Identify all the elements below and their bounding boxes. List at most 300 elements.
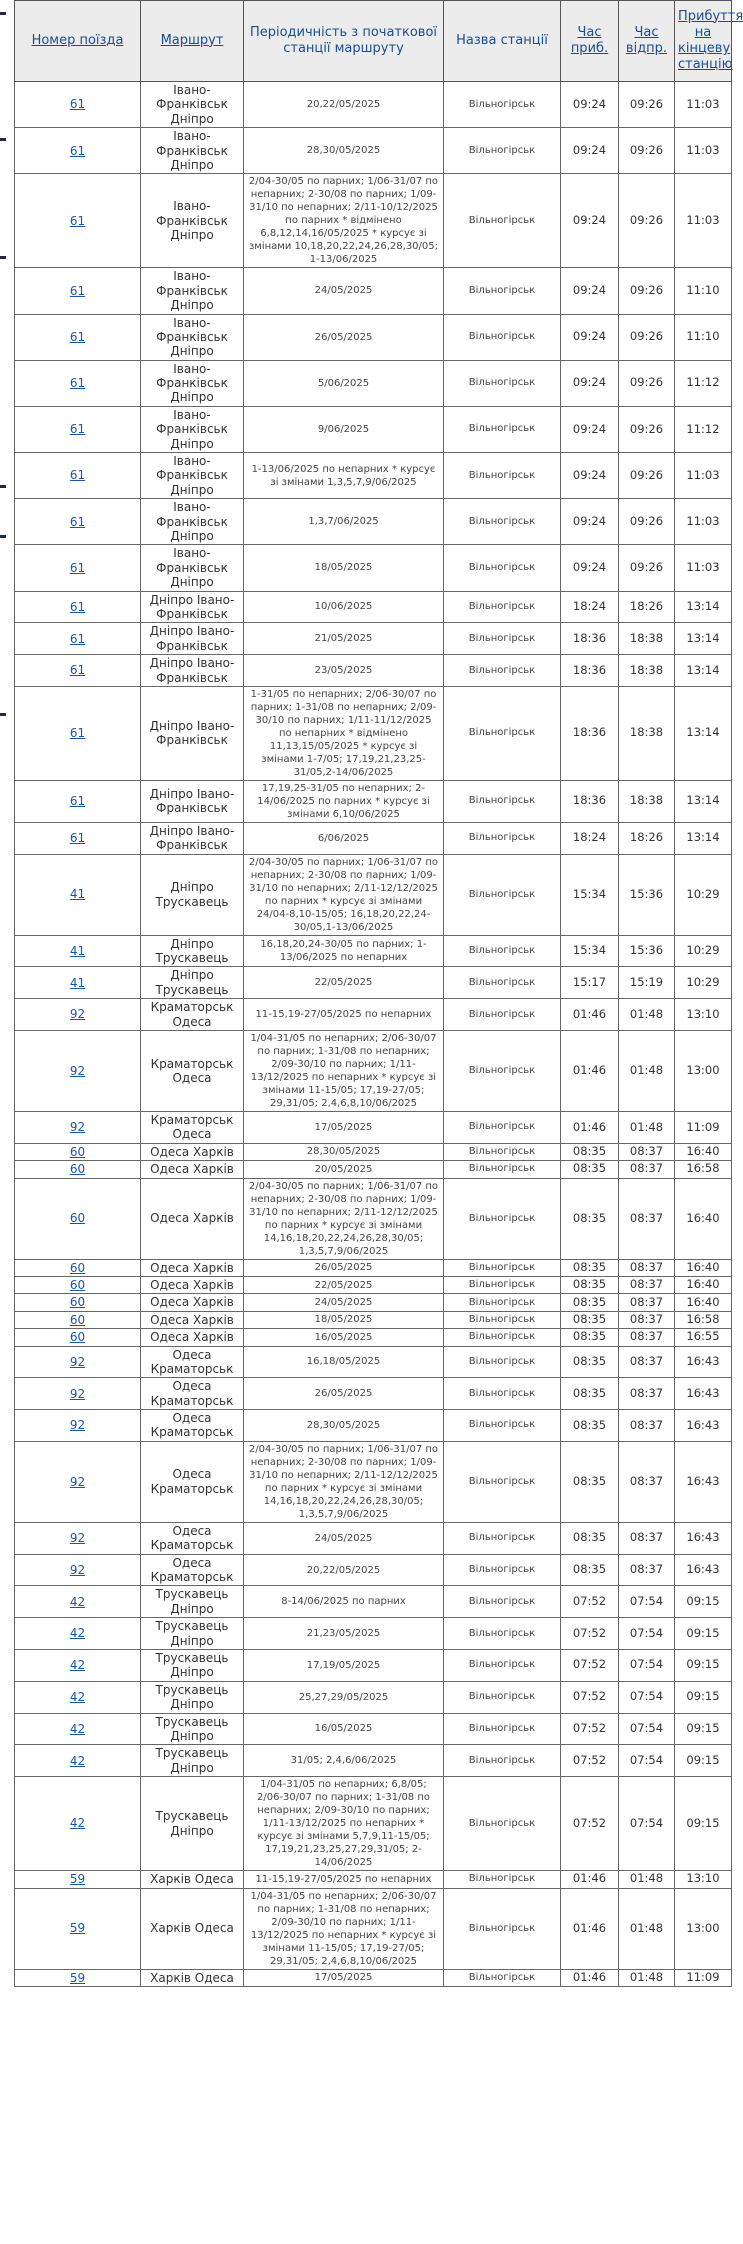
final-arrival-cell: 11:09 — [675, 1969, 732, 1986]
departure-time-cell: 08:37 — [619, 1554, 675, 1586]
train-number-cell — [15, 967, 141, 999]
periodicity-cell: 18/05/2025 — [244, 1311, 444, 1328]
station-cell: Вільногірськ — [444, 822, 561, 854]
schedule-table — [14, 0, 743, 1987]
station-cell: Вільногірськ — [444, 1410, 561, 1442]
final-arrival-cell: 16:43 — [675, 1441, 732, 1522]
column-header-train-number[interactable]: Номер поїзда — [15, 1, 141, 82]
departure-time-cell: 07:54 — [619, 1618, 675, 1650]
arrival-time-cell: 07:52 — [561, 1650, 619, 1682]
table-row — [15, 1346, 732, 1378]
table-row — [15, 499, 732, 545]
arrival-time-cell: 08:35 — [561, 1161, 619, 1178]
station-cell: Вільногірськ — [444, 999, 561, 1031]
final-arrival-cell: 11:03 — [675, 545, 732, 591]
departure-time-cell: 07:54 — [619, 1650, 675, 1682]
route-cell: Одеса Краматорськ — [141, 1522, 244, 1554]
station-cell: Вільногірськ — [444, 406, 561, 452]
arrival-time-cell: 08:35 — [561, 1346, 619, 1378]
departure-time-cell: 07:54 — [619, 1681, 675, 1713]
train-number-link[interactable]: 92 — [69, 1531, 86, 1546]
train-number-link[interactable]: 59 — [69, 1872, 86, 1887]
arrival-time-cell: 01:46 — [561, 1871, 619, 1888]
table-row — [15, 314, 732, 360]
train-number-link[interactable]: 92 — [69, 1386, 86, 1401]
arrival-time-cell: 08:35 — [561, 1276, 619, 1293]
column-header-arrival[interactable]: Час приб. — [561, 1, 619, 82]
periodicity-cell: 11-15,19-27/05/2025 по непарних — [244, 999, 444, 1031]
departure-time-cell: 07:54 — [619, 1586, 675, 1618]
route-cell: Одеса Харків — [141, 1311, 244, 1328]
station-cell: Вільногірськ — [444, 1969, 561, 1986]
edge-mark — [0, 713, 6, 716]
route-cell: Дніпро Івано-Франківськ — [141, 686, 244, 780]
train-number-link[interactable]: 60 — [69, 1144, 86, 1159]
arrival-time-cell: 09:24 — [561, 406, 619, 452]
table-row — [15, 1178, 732, 1259]
train-number-cell — [15, 1441, 141, 1522]
periodicity-cell: 1/04-31/05 по непарних; 2/06-30/07 по парних; 1-31/08 по непарних; 2/09-30/10 по парних; 1/11-13/12/2025 по непарних * курсує зі змінами 11-15/05; 17,19-27/05; 29,31/05; 2,4,6,8,10/06/2025 — [244, 1031, 444, 1112]
arrival-time-cell: 08:35 — [561, 1441, 619, 1522]
train-number-cell — [15, 1888, 141, 1969]
route-cell: Дніпро Івано-Франківськ — [141, 623, 244, 655]
periodicity-cell: 5/06/2025 — [244, 360, 444, 406]
final-arrival-cell: 10:29 — [675, 854, 732, 935]
train-number-cell — [15, 1681, 141, 1713]
periodicity-cell: 1-13/06/2025 по непарних * курсує зі змінами 1,3,5,7,9/06/2025 — [244, 453, 444, 499]
periodicity-cell: 6/06/2025 — [244, 822, 444, 854]
final-arrival-cell: 13:14 — [675, 623, 732, 655]
station-cell: Вільногірськ — [444, 1143, 561, 1160]
train-number-link[interactable]: 61 — [69, 831, 86, 846]
table-row — [15, 1294, 732, 1311]
train-number-link[interactable]: 61 — [69, 143, 86, 158]
departure-time-cell: 18:38 — [619, 623, 675, 655]
table-row — [15, 1031, 732, 1112]
arrival-time-cell: 07:52 — [561, 1745, 619, 1777]
route-cell: Одеса Харків — [141, 1294, 244, 1311]
route-cell: Івано-Франківськ Дніпро — [141, 406, 244, 452]
departure-time-cell: 08:37 — [619, 1259, 675, 1276]
table-row — [15, 1161, 732, 1178]
train-number-link[interactable]: 60 — [69, 1211, 86, 1226]
final-arrival-cell: 13:00 — [675, 1888, 732, 1969]
route-cell: Одеса Краматорськ — [141, 1441, 244, 1522]
periodicity-cell: 20,22/05/2025 — [244, 1554, 444, 1586]
train-number-cell — [15, 1777, 141, 1871]
departure-time-cell: 15:36 — [619, 935, 675, 967]
route-cell: Івано-Франківськ Дніпро — [141, 545, 244, 591]
train-number-link[interactable]: 92 — [69, 1063, 86, 1078]
arrival-time-cell: 09:24 — [561, 268, 619, 314]
periodicity-cell: 26/05/2025 — [244, 314, 444, 360]
final-arrival-cell: 16:40 — [675, 1259, 732, 1276]
periodicity-cell: 2/04-30/05 по парних; 1/06-31/07 по непарних; 2-30/08 по парних; 1/09-31/10 по непарних; 2/11-10/12/2025 по парних * відмінено 6,8,12,14,16/05/2025 * курсує зі змінами 10,18,20,22,24,26,28,30/05; 1-13/06/2025 — [244, 174, 444, 268]
train-number-link[interactable]: 61 — [69, 329, 86, 344]
periodicity-cell: 26/05/2025 — [244, 1378, 444, 1410]
arrival-time-cell: 09:24 — [561, 174, 619, 268]
periodicity-cell: 20/05/2025 — [244, 1161, 444, 1178]
train-number-link[interactable]: 41 — [69, 943, 86, 958]
train-number-link[interactable]: 92 — [69, 1120, 86, 1135]
periodicity-cell: 16,18,20,24-30/05 по парних; 1-13/06/2025 по непарних — [244, 935, 444, 967]
departure-time-cell: 09:26 — [619, 453, 675, 499]
train-number-link[interactable]: 42 — [69, 1721, 86, 1736]
edge-mark — [0, 485, 6, 488]
route-cell: Трускавець Дніпро — [141, 1650, 244, 1682]
departure-time-cell: 08:37 — [619, 1441, 675, 1522]
periodicity-cell: 28,30/05/2025 — [244, 128, 444, 174]
table-row — [15, 1329, 732, 1346]
departure-time-cell: 07:54 — [619, 1745, 675, 1777]
route-cell: Дніпро Трускавець — [141, 935, 244, 967]
arrival-time-cell: 18:36 — [561, 686, 619, 780]
train-number-link[interactable]: 60 — [69, 1260, 86, 1275]
train-number-link[interactable]: 60 — [69, 1162, 86, 1177]
table-row — [15, 406, 732, 452]
train-number-link[interactable]: 42 — [69, 1594, 86, 1609]
train-number-cell — [15, 854, 141, 935]
table-row — [15, 1871, 732, 1888]
arrival-time-cell: 07:52 — [561, 1681, 619, 1713]
station-cell: Вільногірськ — [444, 1871, 561, 1888]
table-row — [15, 1112, 732, 1144]
station-cell: Вільногірськ — [444, 1329, 561, 1346]
station-cell: Вільногірськ — [444, 545, 561, 591]
route-cell: Одеса Краматорськ — [141, 1554, 244, 1586]
train-number-link[interactable]: 41 — [69, 887, 86, 902]
final-arrival-cell: 16:43 — [675, 1554, 732, 1586]
final-arrival-cell: 11:03 — [675, 128, 732, 174]
train-number-cell — [15, 1650, 141, 1682]
periodicity-cell: 17,19/05/2025 — [244, 1650, 444, 1682]
train-number-link[interactable]: 92 — [69, 1562, 86, 1577]
periodicity-cell: 24/05/2025 — [244, 268, 444, 314]
station-cell: Вільногірськ — [444, 1888, 561, 1969]
station-cell: Вільногірськ — [444, 591, 561, 623]
table-row — [15, 780, 732, 822]
route-cell: Дніпро Івано-Франківськ — [141, 780, 244, 822]
train-number-cell — [15, 314, 141, 360]
final-arrival-cell: 16:43 — [675, 1410, 732, 1442]
arrival-time-cell: 01:46 — [561, 1969, 619, 1986]
train-number-link[interactable]: 92 — [69, 1418, 86, 1433]
table-row — [15, 967, 732, 999]
departure-time-cell: 01:48 — [619, 1031, 675, 1112]
arrival-time-cell: 08:35 — [561, 1311, 619, 1328]
train-number-cell — [15, 1031, 141, 1112]
departure-time-cell: 07:54 — [619, 1713, 675, 1745]
column-header-periodicity: Періодичність з початкової станції маршруту — [244, 1, 444, 82]
departure-time-cell: 01:48 — [619, 1112, 675, 1144]
route-cell: Дніпро Івано-Франківськ — [141, 591, 244, 623]
arrival-time-cell: 09:24 — [561, 360, 619, 406]
train-number-link[interactable]: 61 — [69, 283, 86, 298]
station-cell: Вільногірськ — [444, 1294, 561, 1311]
train-number-link[interactable]: 61 — [69, 376, 86, 391]
train-number-link[interactable]: 61 — [69, 599, 86, 614]
periodicity-cell: 24/05/2025 — [244, 1294, 444, 1311]
final-arrival-cell: 16:40 — [675, 1294, 732, 1311]
route-cell: Івано-Франківськ Дніпро — [141, 174, 244, 268]
train-number-cell — [15, 128, 141, 174]
periodicity-cell: 21,23/05/2025 — [244, 1618, 444, 1650]
route-cell: Трускавець Дніпро — [141, 1618, 244, 1650]
train-number-cell — [15, 1161, 141, 1178]
table-row — [15, 686, 732, 780]
periodicity-cell: 25,27,29/05/2025 — [244, 1681, 444, 1713]
train-number-link[interactable]: 42 — [69, 1658, 86, 1673]
periodicity-cell: 31/05; 2,4,6/06/2025 — [244, 1745, 444, 1777]
table-row — [15, 1969, 732, 1986]
train-number-link[interactable]: 61 — [69, 422, 86, 437]
train-number-link[interactable]: 42 — [69, 1753, 86, 1768]
final-arrival-cell: 13:10 — [675, 999, 732, 1031]
station-cell: Вільногірськ — [444, 1178, 561, 1259]
arrival-time-cell: 18:36 — [561, 780, 619, 822]
final-arrival-cell: 09:15 — [675, 1618, 732, 1650]
train-number-link[interactable]: 42 — [69, 1626, 86, 1641]
station-cell: Вільногірськ — [444, 854, 561, 935]
table-row — [15, 82, 732, 128]
periodicity-cell: 17,19,25-31/05 по непарних; 2-14/06/2025 по парних * курсує зі змінами 6,10/06/2025 — [244, 780, 444, 822]
route-cell: Дніпро Івано-Франківськ — [141, 655, 244, 687]
final-arrival-cell: 11:10 — [675, 268, 732, 314]
arrival-time-cell: 08:35 — [561, 1329, 619, 1346]
train-number-link[interactable]: 42 — [69, 1689, 86, 1704]
column-header-departure[interactable]: Час відпр. — [619, 1, 675, 82]
table-row — [15, 545, 732, 591]
train-number-link[interactable]: 60 — [69, 1330, 86, 1345]
final-arrival-cell: 13:14 — [675, 591, 732, 623]
final-arrival-cell: 10:29 — [675, 967, 732, 999]
arrival-time-cell: 08:35 — [561, 1410, 619, 1442]
table-row — [15, 999, 732, 1031]
arrival-time-cell: 09:24 — [561, 128, 619, 174]
route-cell: Трускавець Дніпро — [141, 1586, 244, 1618]
route-cell: Івано-Франківськ Дніпро — [141, 453, 244, 499]
edge-mark — [0, 535, 6, 538]
route-cell: Трускавець Дніпро — [141, 1713, 244, 1745]
train-number-cell — [15, 1276, 141, 1293]
table-row — [15, 128, 732, 174]
periodicity-cell: 16/05/2025 — [244, 1329, 444, 1346]
table-row — [15, 1745, 732, 1777]
final-arrival-cell: 09:15 — [675, 1777, 732, 1871]
periodicity-cell: 1-31/05 по непарних; 2/06-30/07 по парних; 1-31/08 по непарних; 2/09-30/10 по парних; 1/11-11/12/2025 по непарних * відмінено 11,13,15/05/2025 * курсує зі змінами 1-7/05; 17,19,21,23,25-31/05,2-14/06/2025 — [244, 686, 444, 780]
route-cell: Одеса Харків — [141, 1329, 244, 1346]
periodicity-cell: 9/06/2025 — [244, 406, 444, 452]
station-cell: Вільногірськ — [444, 1745, 561, 1777]
train-number-link[interactable]: 42 — [69, 1816, 86, 1831]
train-number-link[interactable]: 61 — [69, 97, 86, 112]
station-cell: Вільногірськ — [444, 1112, 561, 1144]
final-arrival-cell: 11:03 — [675, 82, 732, 128]
arrival-time-cell: 09:24 — [561, 453, 619, 499]
train-number-cell — [15, 1329, 141, 1346]
periodicity-cell: 1,3,7/06/2025 — [244, 499, 444, 545]
departure-time-cell: 09:26 — [619, 268, 675, 314]
schedule-container — [14, 0, 743, 1987]
table-row — [15, 822, 732, 854]
periodicity-cell: 23/05/2025 — [244, 655, 444, 687]
final-arrival-cell: 09:15 — [675, 1650, 732, 1682]
periodicity-cell: 17/05/2025 — [244, 1969, 444, 1986]
arrival-time-cell: 09:24 — [561, 82, 619, 128]
table-row — [15, 1259, 732, 1276]
route-cell: Трускавець Дніпро — [141, 1681, 244, 1713]
train-number-link[interactable]: 92 — [69, 1474, 86, 1489]
arrival-time-cell: 01:46 — [561, 999, 619, 1031]
station-cell: Вільногірськ — [444, 623, 561, 655]
station-cell: Вільногірськ — [444, 1161, 561, 1178]
periodicity-cell: 18/05/2025 — [244, 545, 444, 591]
arrival-time-cell: 18:24 — [561, 822, 619, 854]
arrival-time-cell: 09:24 — [561, 545, 619, 591]
arrival-time-cell: 09:24 — [561, 499, 619, 545]
route-cell: Дніпро Трускавець — [141, 854, 244, 935]
table-row — [15, 1410, 732, 1442]
station-cell: Вільногірськ — [444, 686, 561, 780]
train-number-cell — [15, 1112, 141, 1144]
departure-time-cell: 08:37 — [619, 1410, 675, 1442]
train-number-cell — [15, 1871, 141, 1888]
station-cell: Вільногірськ — [444, 1031, 561, 1112]
departure-time-cell: 08:37 — [619, 1178, 675, 1259]
column-header-final-arrival[interactable]: Прибуття на кінцеву станцію — [675, 1, 732, 82]
edge-mark — [0, 256, 6, 259]
table-row — [15, 1888, 732, 1969]
station-cell: Вільногірськ — [444, 1311, 561, 1328]
train-number-link[interactable]: 61 — [69, 663, 86, 678]
route-cell: Харків Одеса — [141, 1969, 244, 1986]
train-number-link[interactable]: 59 — [69, 1970, 86, 1985]
route-cell: Одеса Харків — [141, 1178, 244, 1259]
station-cell: Вільногірськ — [444, 174, 561, 268]
final-arrival-cell: 11:12 — [675, 406, 732, 452]
route-cell: Одеса Краматорськ — [141, 1346, 244, 1378]
final-arrival-cell: 11:03 — [675, 499, 732, 545]
departure-time-cell: 09:26 — [619, 545, 675, 591]
periodicity-cell: 2/04-30/05 по парних; 1/06-31/07 по непарних; 2-30/08 по парних; 1/09-31/10 по непарних; 2/11-12/12/2025 по парних * курсує зі змінами 14,16,18,20,22,24,26,28,30/05; 1,3,5,7,9/06/2025 — [244, 1441, 444, 1522]
arrival-time-cell: 18:24 — [561, 591, 619, 623]
final-arrival-cell: 16:58 — [675, 1311, 732, 1328]
station-cell: Вільногірськ — [444, 780, 561, 822]
periodicity-cell: 2/04-30/05 по парних; 1/06-31/07 по непарних; 2-30/08 по парних; 1/09-31/10 по непарних; 2/11-12/12/2025 по парних * курсує зі змінами 24/04-8,10-15/05; 16,18,20,22,24-30/05,1-13/06/2025 — [244, 854, 444, 935]
train-number-link[interactable]: 61 — [69, 213, 86, 228]
final-arrival-cell: 13:14 — [675, 686, 732, 780]
station-cell: Вільногірськ — [444, 1522, 561, 1554]
table-row — [15, 655, 732, 687]
column-header-route[interactable]: Маршрут — [141, 1, 244, 82]
train-number-link[interactable]: 60 — [69, 1295, 86, 1310]
final-arrival-cell: 11:10 — [675, 314, 732, 360]
train-number-cell — [15, 1554, 141, 1586]
train-number-cell — [15, 1618, 141, 1650]
route-cell: Івано-Франківськ Дніпро — [141, 82, 244, 128]
train-number-link[interactable]: 60 — [69, 1312, 86, 1327]
final-arrival-cell: 10:29 — [675, 935, 732, 967]
table-row — [15, 360, 732, 406]
train-number-link[interactable]: 59 — [69, 1921, 86, 1936]
arrival-time-cell: 07:52 — [561, 1618, 619, 1650]
arrival-time-cell: 07:52 — [561, 1586, 619, 1618]
station-cell: Вільногірськ — [444, 655, 561, 687]
route-cell: Івано-Франківськ Дніпро — [141, 499, 244, 545]
train-number-cell — [15, 1969, 141, 1986]
arrival-time-cell: 07:52 — [561, 1713, 619, 1745]
train-number-cell — [15, 1178, 141, 1259]
train-number-link[interactable]: 92 — [69, 1007, 86, 1022]
train-number-link[interactable]: 61 — [69, 468, 86, 483]
station-cell: Вільногірськ — [444, 1346, 561, 1378]
left-page-edge — [0, 0, 14, 2244]
edge-mark — [0, 138, 6, 141]
departure-time-cell: 09:26 — [619, 360, 675, 406]
periodicity-cell: 10/06/2025 — [244, 591, 444, 623]
train-number-link[interactable]: 61 — [69, 514, 86, 529]
table-row — [15, 1378, 732, 1410]
final-arrival-cell: 11:09 — [675, 1112, 732, 1144]
train-number-cell — [15, 1346, 141, 1378]
route-cell: Трускавець Дніпро — [141, 1745, 244, 1777]
arrival-time-cell: 08:35 — [561, 1294, 619, 1311]
train-number-cell — [15, 453, 141, 499]
final-arrival-cell: 13:14 — [675, 780, 732, 822]
departure-time-cell: 08:37 — [619, 1378, 675, 1410]
table-row — [15, 1311, 732, 1328]
departure-time-cell: 08:37 — [619, 1522, 675, 1554]
departure-time-cell: 09:26 — [619, 406, 675, 452]
departure-time-cell: 15:19 — [619, 967, 675, 999]
table-row — [15, 591, 732, 623]
periodicity-cell: 2/04-30/05 по парних; 1/06-31/07 по непарних; 2-30/08 по парних; 1/09-31/10 по непарних; 2/11-12/12/2025 по парних * курсує зі змінами 14,16,18,20,22,24,26,28,30/05; 1,3,5,7,9/06/2025 — [244, 1178, 444, 1259]
train-number-cell — [15, 1586, 141, 1618]
route-cell: Одеса Харків — [141, 1161, 244, 1178]
periodicity-cell: 8-14/06/2025 по парних — [244, 1586, 444, 1618]
route-cell: Трускавець Дніпро — [141, 1777, 244, 1871]
periodicity-cell: 1/04-31/05 по непарних; 6,8/05; 2/06-30/07 по парних; 1-31/08 по непарних; 2/09-30/10 по парних; 1/11-13/12/2025 по непарних * курсує зі змінами 5,7,9,11-15/05; 17,19,21,23,25,27,29,31/05; 2-14/06/2025 — [244, 1777, 444, 1871]
arrival-time-cell: 15:17 — [561, 967, 619, 999]
route-cell: Дніпро Івано-Франківськ — [141, 822, 244, 854]
periodicity-cell: 17/05/2025 — [244, 1112, 444, 1144]
station-cell: Вільногірськ — [444, 1441, 561, 1522]
train-number-link[interactable]: 61 — [69, 794, 86, 809]
final-arrival-cell: 11:12 — [675, 360, 732, 406]
station-cell: Вільногірськ — [444, 360, 561, 406]
train-number-cell — [15, 822, 141, 854]
final-arrival-cell: 09:15 — [675, 1745, 732, 1777]
table-row — [15, 1713, 732, 1745]
station-cell: Вільногірськ — [444, 1259, 561, 1276]
departure-time-cell: 09:26 — [619, 82, 675, 128]
train-number-link[interactable]: 92 — [69, 1354, 86, 1369]
final-arrival-cell: 16:40 — [675, 1143, 732, 1160]
train-number-link[interactable]: 61 — [69, 560, 86, 575]
departure-time-cell: 08:37 — [619, 1294, 675, 1311]
periodicity-cell: 28,30/05/2025 — [244, 1143, 444, 1160]
periodicity-cell: 16,18/05/2025 — [244, 1346, 444, 1378]
table-row — [15, 1276, 732, 1293]
train-number-link[interactable]: 61 — [69, 726, 86, 741]
final-arrival-cell: 13:00 — [675, 1031, 732, 1112]
arrival-time-cell: 08:35 — [561, 1259, 619, 1276]
train-number-link[interactable]: 41 — [69, 975, 86, 990]
train-number-cell — [15, 780, 141, 822]
train-number-link[interactable]: 61 — [69, 631, 86, 646]
arrival-time-cell: 18:36 — [561, 623, 619, 655]
train-number-link[interactable]: 60 — [69, 1277, 86, 1292]
